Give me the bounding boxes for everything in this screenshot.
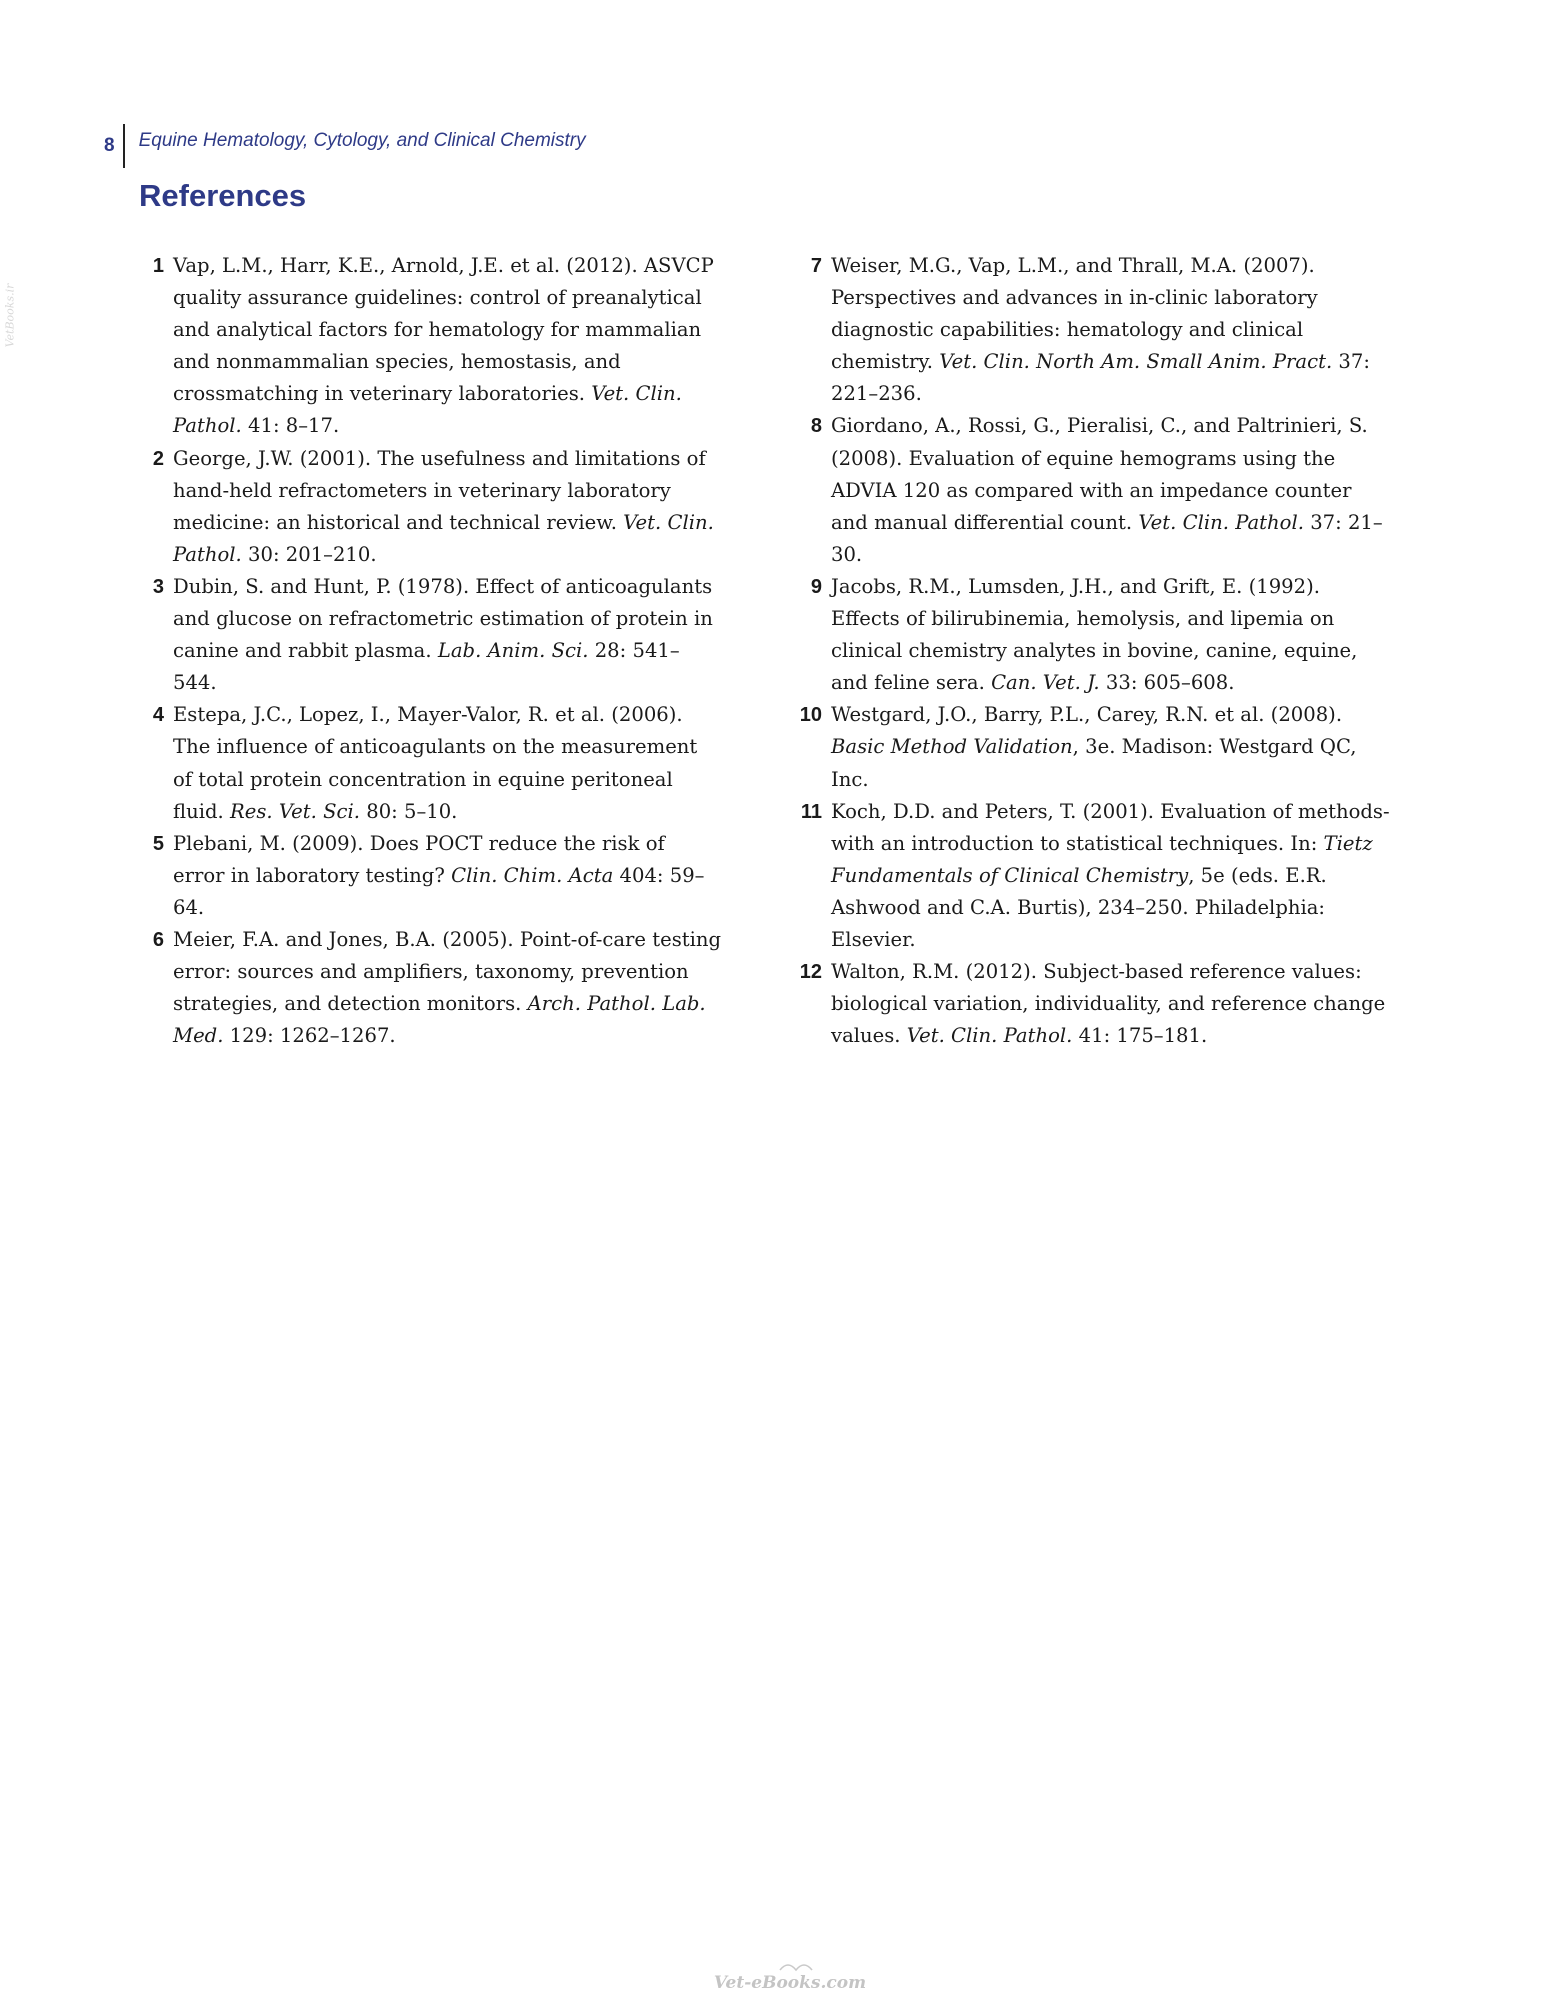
reference-journal: Tietz Fundamentals of Clinical Chemistry [831, 831, 1373, 887]
references-column-left [132, 250, 722, 1052]
reference-text [173, 443, 722, 571]
reference-segment: 37: 21–30. [831, 510, 1383, 566]
reference-item [790, 250, 1390, 410]
reference-journal: Vet. Clin. Pathol. [906, 1024, 1073, 1048]
reference-number: 3 [152, 575, 164, 598]
reference-segment: Koch, D.D. and Peters, T. (2001). Evaluation of methods-with an introduction to statistical techniques. In: [831, 799, 1390, 855]
reference-segment: 129: 1262–1267. [223, 1024, 396, 1048]
running-head [104, 124, 586, 168]
reference-item [132, 699, 722, 827]
reference-journal: Vet. Clin. Pathol. [173, 510, 714, 566]
reference-segment: Giordano, A., Rossi, G., Pieralisi, C., and Paltrinieri, S. (2008). Evaluation of equine hemograms using the ADVIA 120 as compared with an impedance counter and manual differential count. [831, 414, 1368, 534]
reference-segment: George, J.W. (2001). The usefulness and limitations of hand-held refractometers in veterinary laboratory medicine: an historical and technical review. [173, 446, 706, 534]
reference-number: 10 [799, 704, 822, 727]
footer-watermark-logo [710, 1958, 870, 1994]
reference-number: 11 [800, 800, 822, 823]
reference-number: 9 [810, 575, 822, 598]
side-watermark [2, 260, 18, 370]
reference-item [790, 796, 1390, 956]
reference-segment: , 5e (eds. E.R. Ashwood and C.A. Burtis), 234–250. Philadelphia: Elsevier. [831, 863, 1327, 951]
reference-text [831, 699, 1390, 795]
reference-item [790, 571, 1390, 699]
reference-item [790, 410, 1390, 570]
reference-segment: Weiser, M.G., Vap, L.M., and Thrall, M.A. (2007). Perspectives and advances in in-clinic laboratory diagnostic capabilities: hematology and clinical chemistry. [831, 254, 1318, 374]
reference-number: 2 [152, 447, 164, 470]
reference-segment: Vap, L.M., Harr, K.E., Arnold, J.E. et al. (2012). ASVCP quality assurance guidelines: control of preanalytical and analytical factors for hematology for mammalian and nonmammalian species, hemostasis, and crossmatching in veterinary laboratories. [173, 254, 714, 406]
reference-number: 7 [810, 255, 822, 277]
reference-segment: 28: 541–544. [173, 639, 680, 695]
reference-text [831, 571, 1390, 699]
reference-segment: 30: 201–210. [241, 542, 377, 566]
reference-segment: Estepa, J.C., Lopez, I., Mayer-Valor, R. et al. (2006). The influence of anticoagulants on the measurement of total protein concentration in equine peritoneal fluid. [173, 703, 698, 823]
reference-journal: Lab. Anim. Sci. [437, 639, 589, 663]
reference-segment: Walton, R.M. (2012). Subject-based reference values: biological variation, individuality, and reference change values. [831, 960, 1386, 1048]
reference-journal: Vet. Clin. Pathol. [1138, 510, 1304, 534]
reference-text [831, 796, 1390, 956]
reference-text [173, 571, 722, 699]
reference-number: 8 [810, 415, 822, 438]
reference-item [132, 924, 722, 1052]
reference-segment: , 3e. Madison: Westgard QC, Inc. [831, 735, 1357, 791]
reference-segment: Plebani, M. (2009). Does POCT reduce the risk of error in laboratory testing? [173, 831, 665, 887]
reference-segment: Dubin, S. and Hunt, P. (1978). Effect of anticoagulants and glucose on refractometric estimation of protein in canine and rabbit plasma. [173, 574, 713, 663]
reference-journal: Can. Vet. J. [991, 671, 1100, 695]
reference-journal: Res. Vet. Sci. [229, 799, 360, 823]
reference-journal: Vet. Clin. Pathol. [173, 382, 682, 438]
reference-item [790, 956, 1390, 1052]
reference-journal: Arch. Pathol. Lab. Med. [173, 992, 706, 1048]
reference-journal: Clin. Chim. Acta [451, 863, 614, 887]
reference-text [173, 924, 722, 1052]
reference-item [132, 828, 722, 924]
section-heading: References [139, 178, 307, 213]
reference-segment: 404: 59–64. [173, 863, 705, 919]
reference-text [831, 250, 1390, 410]
reference-text [173, 699, 722, 827]
reference-item [132, 250, 722, 443]
reference-journal: Vet. Clin. North Am. Small Anim. Pract. [939, 350, 1333, 374]
reference-text [831, 956, 1390, 1052]
reference-number: 5 [152, 832, 164, 855]
side-watermark-text: VetBooks.ir [3, 283, 17, 347]
reference-text [831, 410, 1390, 570]
reference-number: 1 [152, 255, 164, 277]
reference-segment: Westgard, J.O., Barry, P.L., Carey, R.N. et al. (2008). [831, 703, 1343, 727]
reference-segment: 37: 221–236. [831, 350, 1370, 406]
reference-text [173, 250, 722, 443]
book-title: Equine Hematology, Cytology, and Clinical Chemistry [138, 130, 586, 151]
reference-number: 12 [799, 961, 822, 984]
reference-segment: 33: 605–608. [1099, 671, 1235, 695]
references-column-right [790, 250, 1390, 1052]
reference-segment: Jacobs, R.M., Lumsden, J.H., and Grift, E. (1992). Effects of bilirubinemia, hemolysis, and lipemia on clinical chemistry analytes in bovine, canine, equine, and feline sera. [831, 574, 1358, 695]
page-number: 8 [104, 124, 125, 168]
footer-watermark-text: Vet-eBooks.com [713, 1973, 867, 1993]
reference-segment: Meier, F.A. and Jones, B.A. (2005). Point-of-care testing error: sources and amplifiers, taxonomy, prevention strategies, and detection monitors. [173, 927, 722, 1016]
reference-text [173, 828, 722, 924]
reference-item [132, 443, 722, 571]
reference-number: 6 [152, 928, 164, 951]
reference-item [790, 699, 1390, 795]
reference-item [132, 571, 722, 699]
reference-number: 4 [152, 704, 164, 727]
reference-segment: 80: 5–10. [360, 799, 458, 823]
reference-journal: Basic Method Validation [831, 735, 1073, 759]
reference-segment: 41: 175–181. [1072, 1024, 1208, 1048]
reference-segment: 41: 8–17. [241, 414, 340, 438]
